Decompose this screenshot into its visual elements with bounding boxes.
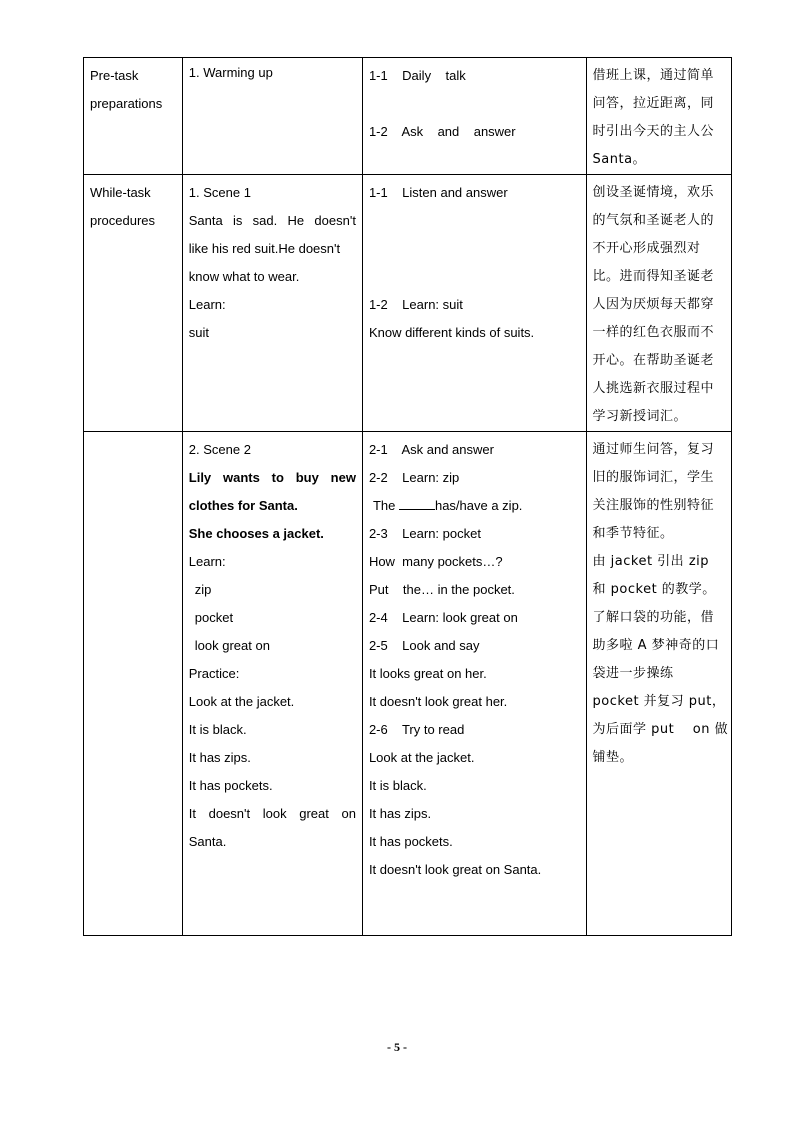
step-text: 1. Warming up [188, 65, 273, 80]
purpose-text: 学习新授词汇。 [592, 409, 688, 424]
purpose-text: 创设圣诞情境，欢乐 [592, 185, 715, 200]
stage-text: procedures [90, 213, 156, 228]
table-row [84, 175, 732, 432]
lesson-plan-table [83, 57, 732, 936]
activity-text: 1-2 Ask and answer [368, 124, 516, 139]
purpose-text: 关注服饰的性别特征 [592, 498, 715, 513]
stage-cell [84, 58, 183, 175]
step-text: 2. Scene 2 [188, 442, 251, 457]
purpose-text: 通过师生问答，复习 [592, 442, 715, 457]
step-text: clothes for Santa. [188, 498, 298, 513]
activity-cell [362, 175, 586, 432]
activity-cell [362, 58, 586, 175]
stage-cell [84, 175, 183, 432]
stage-cell [84, 432, 183, 936]
purpose-text: pocket 并复习 put， [592, 694, 726, 709]
activity-text: It is black. [368, 778, 427, 793]
step-text: Lily wants to buy new [188, 470, 356, 485]
purpose-text: 袋进一步操练 [592, 666, 674, 681]
activity-cell [362, 432, 586, 936]
purpose-text: 人挑选新衣服过程中 [592, 381, 715, 396]
purpose-text: 比。进而得知圣诞老 [592, 269, 715, 284]
purpose-cell [586, 58, 731, 175]
purpose-text: 助多啦 A 梦神奇的口 [592, 638, 720, 653]
step-text: She chooses a jacket. [188, 526, 324, 541]
purpose-text: 时引出今天的主人公 [592, 124, 715, 139]
stage-text: Pre-task [90, 68, 139, 83]
step-text: It is black. [188, 722, 247, 737]
step-text: pocket [194, 610, 234, 625]
activity-text: 2-4 Learn: look great on [368, 610, 518, 625]
step-cell [182, 58, 362, 175]
table-row [84, 432, 732, 936]
activity-text: 1-1 Daily talk [368, 68, 466, 83]
activity-text: It doesn't look great her. [368, 694, 508, 709]
activity-text: 2-5 Look and say [368, 638, 480, 653]
page-number: - 5 - [387, 1040, 407, 1054]
purpose-text: 不开心形成强烈对 [592, 241, 701, 256]
activity-text: 2-3 Learn: pocket [368, 526, 481, 541]
step-text: 1. Scene 1 [188, 185, 251, 200]
purpose-text: 的气氛和圣诞老人的 [592, 213, 715, 228]
activity-text: It has pockets. [368, 834, 453, 849]
purpose-cell [586, 175, 731, 432]
activity-text: 1-1 Listen and answer [368, 185, 508, 200]
activity-text: 2-2 Learn: zip [368, 470, 460, 485]
activity-text: 1-2 Learn: suit [368, 297, 463, 312]
activity-text: 2-6 Try to read [368, 722, 465, 737]
purpose-text: 人因为厌烦每天都穿 [592, 297, 715, 312]
activity-text: has/have a zip. [434, 498, 523, 513]
purpose-text: 一样的红色衣服而不 [592, 325, 715, 340]
activity-text: It doesn't look great on Santa. [368, 862, 542, 877]
purpose-text: 由 jacket 引出 zip [592, 554, 710, 569]
step-text: It has pockets. [188, 778, 273, 793]
step-text: It has zips. [188, 750, 251, 765]
step-text: It doesn't look great on [188, 806, 356, 821]
activity-text: Know different kinds of suits. [368, 325, 535, 340]
step-text: look great on [194, 638, 270, 653]
activity-text: The [372, 498, 396, 513]
step-text: Santa. [188, 834, 227, 849]
purpose-text: Santa。 [592, 152, 647, 167]
purpose-text: 了解口袋的功能，借 [592, 610, 715, 625]
step-text: Learn: [188, 554, 226, 569]
activity-text: It looks great on her. [368, 666, 487, 681]
purpose-text: 借班上课，通过简单 [592, 68, 715, 83]
step-text: Look at the jacket. [188, 694, 295, 709]
blank-underline [399, 497, 435, 510]
purpose-text: 和 pocket 的教学。 [592, 582, 716, 597]
purpose-text: 和季节特征。 [592, 526, 674, 541]
purpose-text: 问答，拉近距离，同 [592, 96, 715, 111]
stage-text: While-task [90, 185, 151, 200]
purpose-text: 为后面学 put on 做 [592, 722, 729, 737]
table-row [84, 58, 732, 175]
fill-blank-line [369, 492, 580, 520]
activity-text: 2-1 Ask and answer [368, 442, 494, 457]
step-text: zip [194, 582, 212, 597]
step-text: know what to wear. [188, 269, 300, 284]
activity-text: It has zips. [368, 806, 432, 821]
purpose-cell [586, 432, 731, 936]
step-text: Practice: [188, 666, 240, 681]
step-cell [182, 175, 362, 432]
purpose-text: 旧的服饰词汇，学生 [592, 470, 715, 485]
purpose-text: 开心。在帮助圣诞老 [592, 353, 715, 368]
step-cell [182, 432, 362, 936]
step-text: suit [188, 325, 209, 340]
purpose-text: 铺垫。 [592, 750, 634, 765]
activity-text: Look at the jacket. [368, 750, 475, 765]
activity-text: Put the… in the pocket. [368, 582, 515, 597]
step-text: like his red suit.He doesn't [188, 241, 341, 256]
step-text: Santa is sad. He doesn't [188, 213, 356, 228]
stage-text: preparations [90, 96, 163, 111]
step-text: Learn: [188, 297, 226, 312]
activity-text: How many pockets…? [368, 554, 503, 569]
